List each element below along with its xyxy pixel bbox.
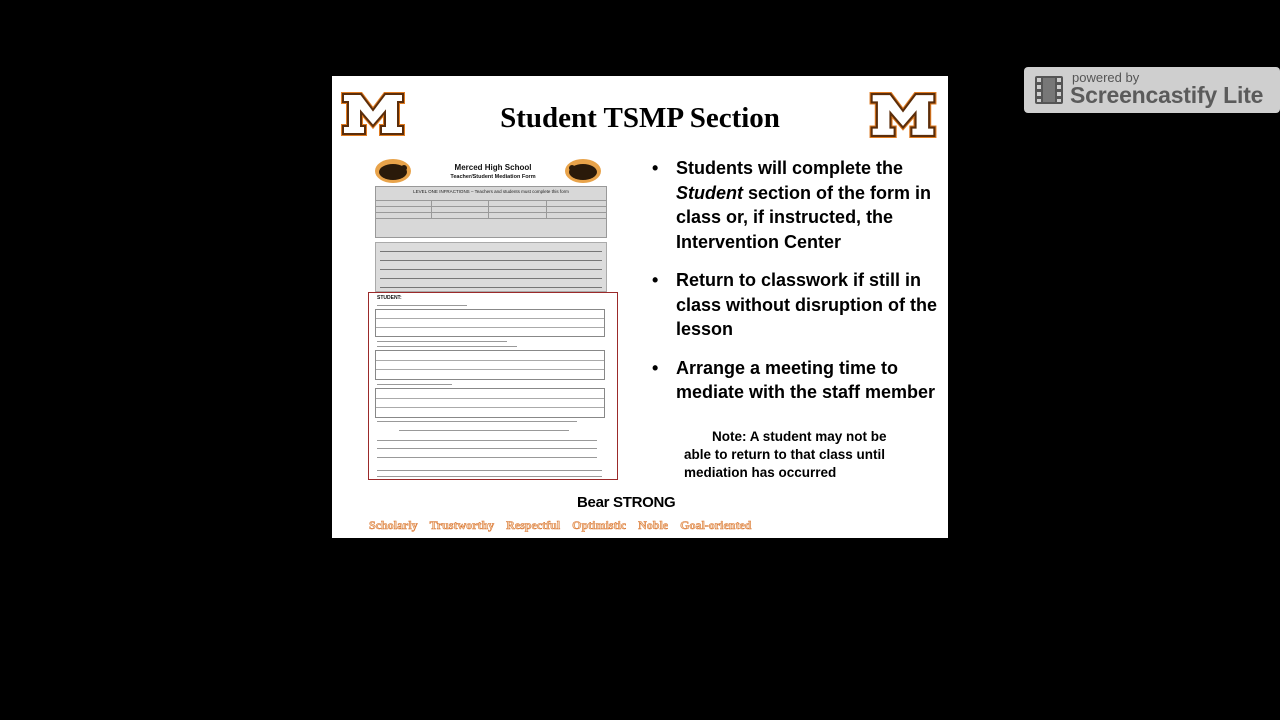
merced-m-logo-right <box>869 92 937 138</box>
value-item: Trustworthy <box>429 518 495 532</box>
bullet-item: • Students will complete the Student section of the form in class or, if instructed, the Intervention Center <box>648 156 938 254</box>
watermark-powered-by: powered by <box>1072 70 1140 85</box>
answer-box <box>375 350 605 380</box>
teacher-info-box <box>375 242 607 292</box>
bullet-item: • Return to classwork if still in class without disruption of the lesson <box>648 268 938 342</box>
instruction-bullets <box>648 156 938 419</box>
answer-box <box>375 309 605 337</box>
value-item: Noble <box>638 518 669 532</box>
mediation-form-thumbnail <box>368 154 618 480</box>
student-section-label: STUDENT: <box>377 295 402 301</box>
mediation-note: Note: A student may not be able to return to that class until mediation has occurred <box>684 429 887 480</box>
screencastify-watermark <box>1024 67 1280 113</box>
presentation-slide <box>332 76 948 538</box>
form-name: Teacher/Student Mediation Form <box>450 174 536 180</box>
level-one-infractions-box <box>375 186 607 238</box>
student-section-box <box>368 292 618 480</box>
slide-title: Student TSMP Section <box>500 102 780 134</box>
value-item: Scholarly <box>369 518 418 532</box>
value-item: Optimistic <box>572 518 627 532</box>
form-school-name: Merced High School <box>454 163 532 172</box>
answer-box <box>375 388 605 418</box>
value-item: Respectful <box>506 518 561 532</box>
level-one-title: LEVEL ONE INFRACTIONS – Teachers and students must complete this form <box>413 189 569 194</box>
form-header <box>368 154 618 186</box>
film-strip-icon <box>1034 75 1064 105</box>
bear-strong-heading: Bear STRONG <box>577 494 676 511</box>
value-item: Goal-oriented <box>680 518 752 532</box>
bullet-item: • Arrange a meeting time to mediate with the staff member <box>648 356 938 405</box>
watermark-brand: Screencastify Lite <box>1070 82 1264 108</box>
bear-strong-values <box>369 518 751 533</box>
bear-icon <box>564 158 602 184</box>
